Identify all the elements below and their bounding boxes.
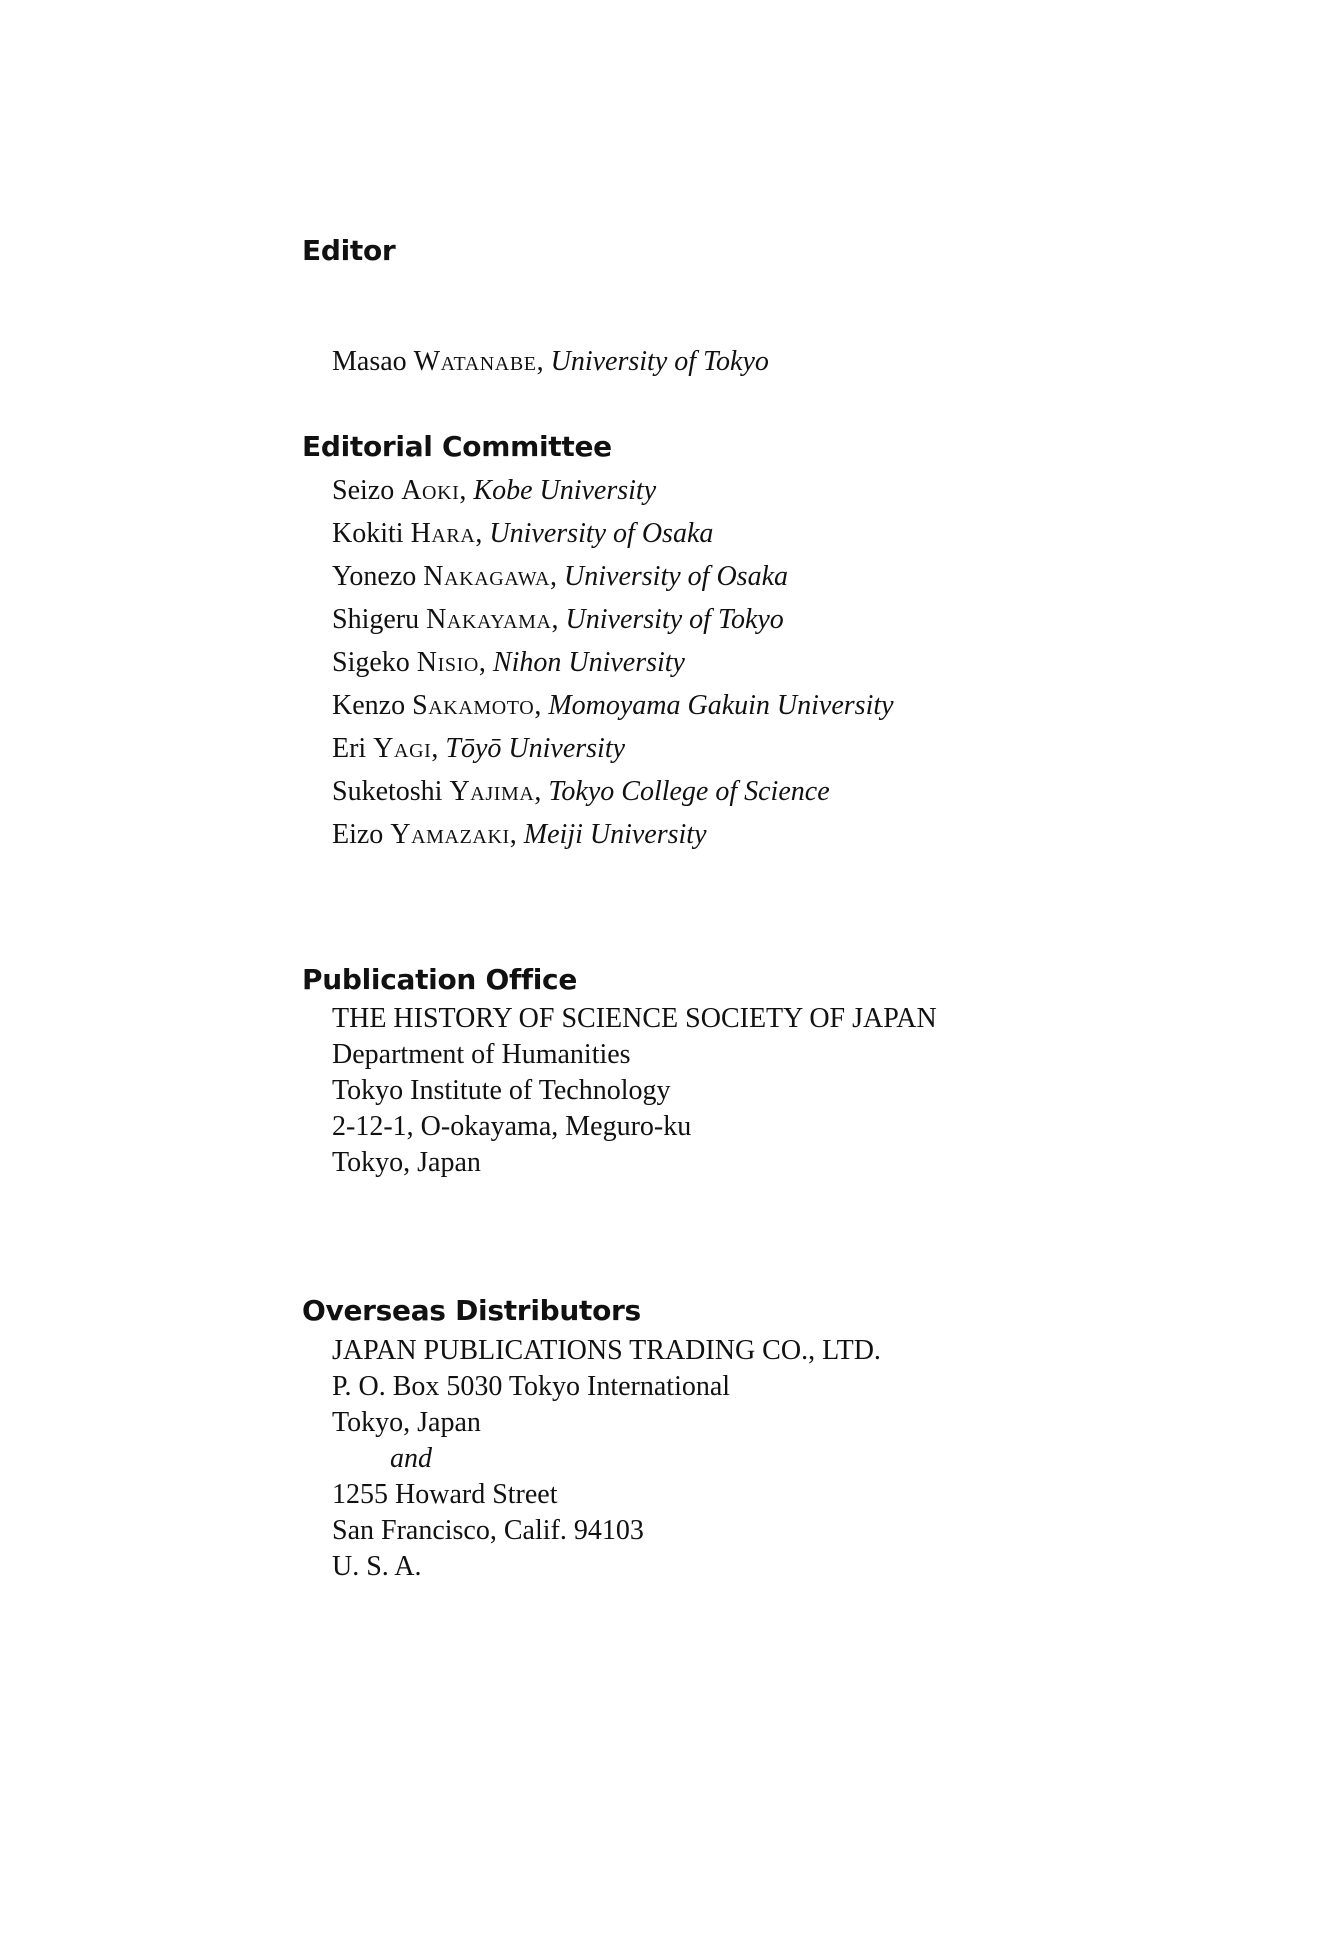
- publication-office-heading: Publication Office: [302, 963, 578, 996]
- affiliation: University of Osaka: [489, 518, 714, 549]
- editor-heading: Editor: [302, 234, 396, 267]
- affiliation: Meiji University: [523, 819, 707, 850]
- given-name: Seizo: [332, 475, 395, 506]
- given-name: Kenzo: [332, 690, 406, 721]
- committee-entry: Eri Yagi, Tōyō University: [332, 733, 626, 764]
- affiliation: University of Tokyo: [550, 346, 769, 377]
- address-line: THE HISTORY OF SCIENCE SOCIETY OF JAPAN: [332, 1003, 937, 1034]
- surname: Nisio: [416, 647, 479, 678]
- committee-entry: Kokiti Hara, University of Osaka: [332, 518, 714, 549]
- affiliation: Momoyama Gakuin University: [548, 690, 894, 721]
- affiliation: Kobe University: [473, 475, 657, 506]
- publication-office-address: [332, 1001, 937, 1181]
- address-line: Tokyo, Japan: [332, 1407, 481, 1438]
- committee-entry: Shigeru Nakayama, University of Tokyo: [332, 604, 784, 635]
- overseas-distributors-address: [332, 1333, 881, 1585]
- editor-list: [332, 340, 769, 383]
- editorial-committee-list: [332, 469, 894, 856]
- committee-entry: Eizo Yamazaki, Meiji University: [332, 819, 707, 850]
- given-name: Eri: [332, 733, 367, 764]
- surname: Sakamoto: [412, 690, 535, 721]
- surname: Watanabe: [413, 346, 537, 377]
- affiliation: University of Tokyo: [565, 604, 784, 635]
- committee-entry: Seizo Aoki, Kobe University: [332, 475, 657, 506]
- committee-entry: Kenzo Sakamoto, Momoyama Gakuin University: [332, 690, 894, 721]
- given-name: Shigeru: [332, 604, 420, 635]
- given-name: Sigeko: [332, 647, 410, 678]
- surname: Aoki: [401, 475, 460, 506]
- address-line: 1255 Howard Street: [332, 1479, 558, 1510]
- surname: Yagi: [373, 733, 432, 764]
- affiliation: Tokyo College of Science: [548, 776, 830, 807]
- given-name: Masao: [332, 346, 407, 377]
- address-line: 2-12-1, O-okayama, Meguro-ku: [332, 1111, 692, 1142]
- surname: Hara: [410, 518, 476, 549]
- given-name: Yonezo: [332, 561, 417, 592]
- committee-entry: Yonezo Nakagawa, University of Osaka: [332, 561, 788, 592]
- given-name: Kokiti: [332, 518, 404, 549]
- affiliation: Nihon University: [492, 647, 685, 678]
- affiliation: Tōyō University: [445, 733, 626, 764]
- surname: Nakayama: [426, 604, 552, 635]
- address-line: JAPAN PUBLICATIONS TRADING CO., LTD.: [332, 1335, 881, 1366]
- given-name: Eizo: [332, 819, 384, 850]
- given-name: Suketoshi: [332, 776, 443, 807]
- conjunction: and: [390, 1443, 432, 1474]
- editor-entry: Masao Watanabe, University of Tokyo: [332, 346, 769, 377]
- affiliation: University of Osaka: [564, 561, 788, 592]
- surname: Yajima: [449, 776, 535, 807]
- address-line: Tokyo Institute of Technology: [332, 1075, 671, 1106]
- address-line: Department of Humanities: [332, 1039, 631, 1070]
- address-line: San Francisco, Calif. 94103: [332, 1515, 644, 1546]
- address-line: U. S. A.: [332, 1551, 422, 1582]
- editorial-committee-heading: Editorial Committee: [302, 430, 612, 463]
- committee-entry: Sigeko Nisio, Nihon University: [332, 647, 685, 678]
- overseas-distributors-heading: Overseas Distributors: [302, 1294, 641, 1327]
- surname: Nakagawa: [423, 561, 551, 592]
- address-line: P. O. Box 5030 Tokyo International: [332, 1371, 731, 1402]
- committee-entry: Suketoshi Yajima, Tokyo College of Science: [332, 776, 830, 807]
- address-line: Tokyo, Japan: [332, 1147, 481, 1178]
- surname: Yamazaki: [390, 819, 510, 850]
